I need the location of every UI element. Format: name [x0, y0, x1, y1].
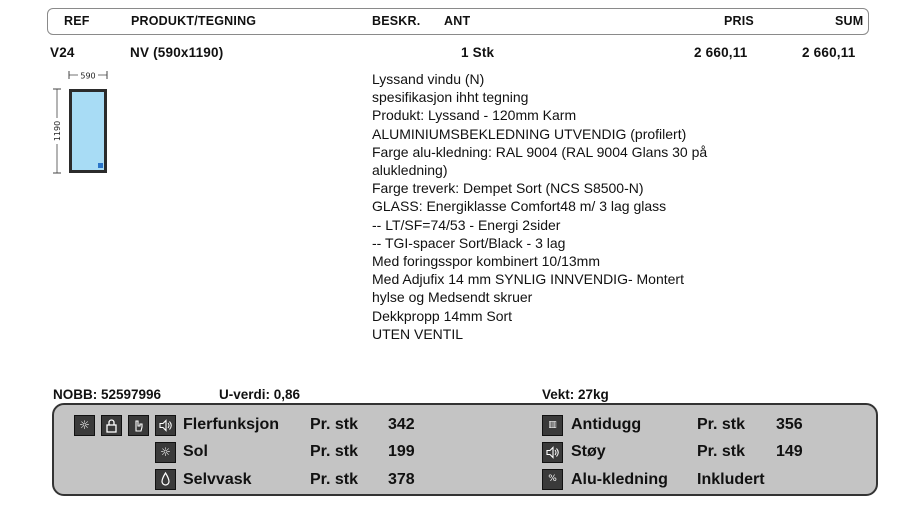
feature-name-alu-kledning: Alu-kledning — [571, 471, 668, 488]
spec-line: -- TGI-spacer Sort/Black - 3 lag — [372, 234, 566, 251]
col-sum: SUM — [835, 14, 864, 28]
spec-line: alukledning) — [372, 162, 448, 179]
percent-icon: % — [542, 469, 563, 490]
width-label: 590 — [80, 71, 96, 81]
feature-name-flerfunksjon: Flerfunksjon — [183, 416, 280, 433]
sun-icon: ☼ — [74, 415, 95, 436]
feature-unit: Pr. stk — [310, 471, 359, 488]
spec-line: Med foringsspor kombinert 10/13mm — [372, 253, 600, 270]
spec-line: Dekkpropp 14mm Sort — [372, 307, 513, 324]
table-header — [47, 8, 869, 35]
lock-icon — [101, 415, 122, 436]
feature-price: 378 — [388, 471, 415, 488]
feature-panel — [52, 403, 878, 496]
specification-text — [372, 70, 707, 343]
window-glass — [72, 92, 104, 170]
spec-line: Lyssand vindu (N) — [372, 71, 485, 87]
spec-line: Farge treverk: Dempet Sort (NCS S8500-N) — [372, 180, 644, 197]
feature-price: 342 — [388, 416, 415, 433]
hand-icon — [128, 415, 149, 436]
col-beskr: BESKR. — [372, 14, 421, 28]
spec-line: Farge alu-kledning: RAL 9004 (RAL 9004 Glans 30 på — [372, 143, 708, 160]
item-ref: V24 — [50, 45, 75, 60]
feature-unit: Pr. stk — [697, 443, 746, 460]
sun-icon: ☼ — [155, 442, 176, 463]
item-ant: 1 Stk — [461, 45, 495, 60]
feature-name-sol: Sol — [183, 443, 208, 460]
speaker-icon — [542, 442, 563, 463]
spec-line: hylse og Medsendt skruer — [372, 289, 533, 306]
feature-unit: Pr. stk — [310, 443, 359, 460]
antifog-icon: ▥ — [542, 415, 563, 436]
col-produkt: PRODUKT/TEGNING — [131, 14, 257, 28]
feature-name-selvvask: Selvvask — [183, 471, 252, 488]
drop-icon — [155, 469, 176, 490]
spec-line: GLASS: Energiklasse Comfort48 m/ 3 lag glass — [372, 198, 667, 215]
item-pris: 2 660,11 — [694, 45, 748, 60]
feature-price: 199 — [388, 443, 415, 460]
table-row — [0, 45, 920, 63]
feature-name-stoy: Støy — [571, 443, 606, 460]
spec-line: spesifikasjon ihht tegning — [372, 89, 529, 106]
col-pris: PRIS — [724, 14, 754, 28]
item-produkt: NV (590x1190) — [130, 45, 224, 60]
speaker-icon — [155, 415, 176, 436]
feature-included: Inkludert — [697, 471, 765, 488]
window-drawing — [50, 68, 120, 178]
handle-marker — [98, 163, 103, 168]
feature-unit: Pr. stk — [697, 416, 746, 433]
u-value: U-verdi: 0,86 — [219, 387, 301, 402]
feature-name-antidugg: Antidugg — [571, 416, 642, 433]
col-ref: REF — [64, 14, 90, 28]
col-ant: ANT — [444, 14, 471, 28]
height-label: 1190 — [53, 120, 62, 142]
feature-unit: Pr. stk — [310, 416, 359, 433]
spec-line: Produkt: Lyssand - 120mm Karm — [372, 107, 577, 124]
feature-price: 356 — [776, 416, 803, 433]
spec-line: UTEN VENTIL — [372, 325, 464, 342]
spec-line: Med Adjufix 14 mm SYNLIG INNVENDIG- Montert — [372, 271, 684, 288]
item-sum: 2 660,11 — [802, 45, 856, 60]
weight: Vekt: 27kg — [542, 387, 609, 402]
nobb-number: NOBB: 52597996 — [53, 387, 162, 402]
feature-price: 149 — [776, 443, 803, 460]
spec-line: ALUMINIUMSBEKLEDNING UTVENDIG (profilert) — [372, 125, 687, 142]
spec-line: -- LT/SF=74/53 - Energi 2sider — [372, 216, 561, 233]
